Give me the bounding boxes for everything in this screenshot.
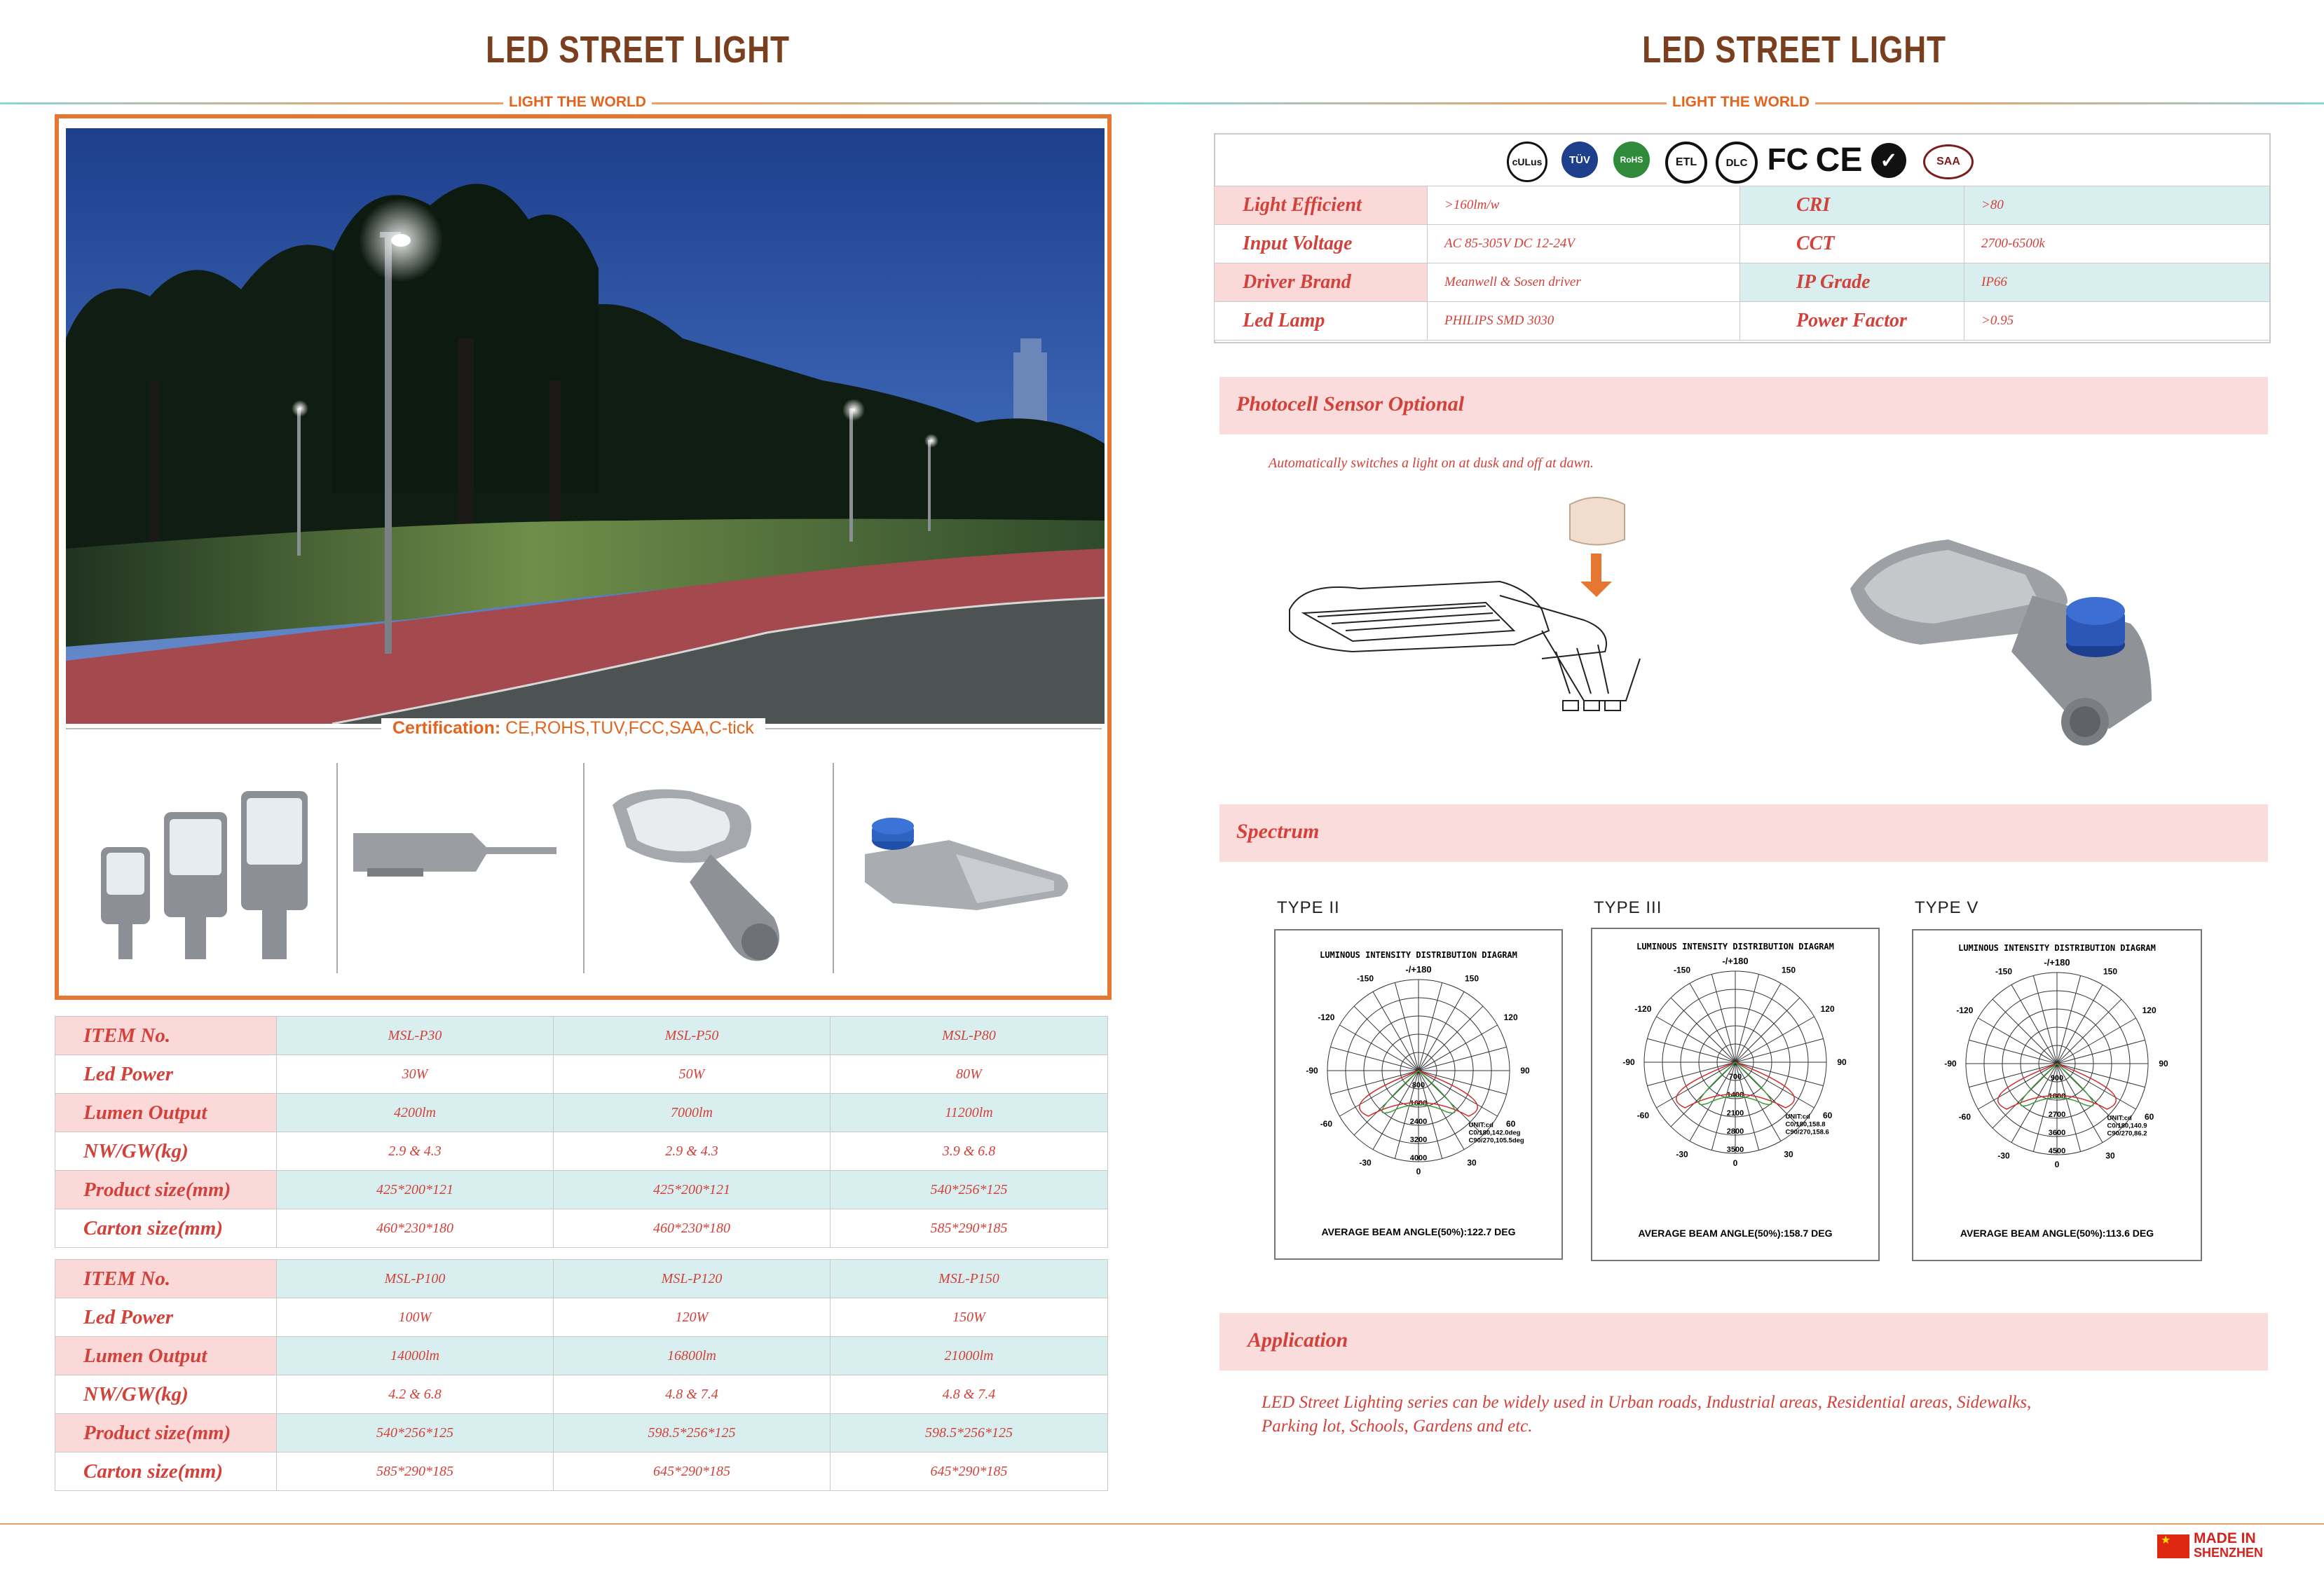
table-row-label: Carton size(mm): [55, 1209, 277, 1248]
table-row-label: ITEM No.: [55, 1017, 277, 1055]
polar-diagram-box: [1912, 929, 2202, 1261]
made-in-badge: [2194, 1532, 2263, 1560]
polar-angle-label: 120: [2142, 1005, 2156, 1015]
polar-angle-label: 30: [1467, 1158, 1477, 1168]
footer-rule: [0, 1523, 2324, 1525]
fcc-icon: FC: [1767, 142, 1809, 177]
polar-radial-label: 2700: [2048, 1111, 2066, 1119]
spec-label: Input Voltage: [1215, 225, 1428, 263]
table-row: [55, 1055, 1108, 1094]
thumb-divider: [583, 763, 585, 973]
polar-angle-label: 60: [1822, 1111, 1833, 1120]
polar-angle-label: -/+180: [2044, 959, 2070, 968]
polar-angle-label: 0: [1732, 1158, 1738, 1168]
polar-angle-label: -120: [1634, 1004, 1652, 1014]
table-cell: 598.5*256*125: [554, 1414, 831, 1452]
polar-diagram-box: [1274, 929, 1563, 1260]
right-page-title: LED STREET LIGHT: [1642, 29, 1946, 71]
table-cell: 80W: [831, 1055, 1108, 1094]
made-in-line: SHENZHEN: [2194, 1546, 2264, 1560]
table-cell: MSL-P100: [277, 1260, 554, 1298]
product-table-1: [55, 1016, 1108, 1248]
polar-legend-text: UNIT:cd: [1785, 1113, 1810, 1121]
table-cell: 100W: [277, 1298, 554, 1337]
polar-radial-label: 4500: [2048, 1147, 2066, 1155]
table-cell: 7000lm: [554, 1094, 831, 1132]
table-cell: 2.9 & 4.3: [277, 1132, 554, 1171]
table-cell: 4.8 & 7.4: [554, 1375, 831, 1414]
table-row-label: Product size(mm): [55, 1414, 277, 1452]
table-row: [55, 1375, 1108, 1414]
spec-value: Meanwell & Sosen driver: [1428, 263, 1740, 302]
spec-label: Light Efficient: [1215, 186, 1428, 225]
polar-radial-label: 2100: [1726, 1109, 1744, 1118]
polar-angle-label: 30: [2105, 1150, 2115, 1161]
table-row: [55, 1452, 1108, 1491]
polar-angle-label: 30: [1784, 1149, 1793, 1160]
polar-angle-label: -30: [1997, 1150, 2010, 1161]
polar-radial-label: 800: [1412, 1081, 1426, 1090]
polar-angle-label: 150: [2103, 966, 2118, 977]
certification-icons: [1507, 139, 1997, 181]
polar-plot: [1913, 959, 2201, 1218]
polar-radial-label: 3500: [1726, 1146, 1744, 1154]
table-cell: MSL-P80: [831, 1017, 1108, 1055]
polar-angle-label: -90: [1622, 1057, 1635, 1067]
left-page-title: LED STREET LIGHT: [486, 29, 790, 71]
spectrum-heading: Spectrum: [1236, 820, 1320, 843]
spectrum-section-header: [1219, 804, 2268, 862]
etl-icon: ETL: [1665, 142, 1707, 184]
spec-value: IP66: [1964, 263, 2270, 302]
application-text-line: Parking lot, Schools, Gardens and etc.: [1262, 1417, 1533, 1436]
table-cell: MSL-P50: [554, 1017, 831, 1055]
table-row: [55, 1171, 1108, 1209]
photocell-heading: Photocell Sensor Optional: [1236, 392, 1465, 415]
table-row: [55, 1414, 1108, 1452]
polar-angle-label: 60: [1505, 1119, 1516, 1129]
spec-label: Driver Brand: [1215, 263, 1428, 302]
spec-table: [1214, 186, 2270, 341]
rohs-icon: RoHS: [1613, 142, 1650, 178]
polar-angle-label: 150: [1464, 973, 1479, 984]
ce-icon: CE: [1815, 141, 1863, 179]
polar-angle-label: -150: [1995, 966, 2013, 977]
polar-angle-label: -/+180: [1405, 966, 1432, 975]
table-row: [55, 1132, 1108, 1171]
polar-legend-text: C0/180,142.0deg: [1468, 1129, 1521, 1137]
spec-value: PHILIPS SMD 3030: [1428, 302, 1740, 341]
tuv-icon: TÜV: [1561, 142, 1598, 178]
polar-plot: [1276, 966, 1561, 1225]
polar-radial-label: 4000: [1409, 1154, 1428, 1162]
spec-label: IP Grade: [1740, 263, 1964, 302]
spec-label: Power Factor: [1740, 302, 1964, 341]
polar-radial-label: 3600: [2048, 1129, 2066, 1137]
polar-angle-label: -30: [1676, 1149, 1688, 1160]
polar-legend-text: C90/270,158.6: [1785, 1128, 1829, 1136]
polar-legend-text: UNIT:cd: [2107, 1114, 2132, 1122]
table-cell: 585*290*185: [277, 1452, 554, 1491]
street-light-scene-photo: [66, 128, 1105, 724]
polar-diagram-title: LUMINOUS INTENSITY DISTRIBUTION DIAGRAM: [1320, 950, 1517, 960]
spec-value: AC 85-305V DC 12-24V: [1428, 225, 1740, 263]
certification-line: [381, 718, 765, 739]
polar-angle-label: 0: [1416, 1167, 1421, 1176]
photocell-view-thumbnail: [851, 798, 1082, 938]
photocell-section-header: [1219, 377, 2268, 434]
polar-diagram-caption: AVERAGE BEAM ANGLE(50%):122.7 DEG: [1321, 1226, 1516, 1237]
polar-angle-label: -150: [1356, 973, 1374, 984]
polar-plot: [1592, 957, 1878, 1216]
application-heading: Application: [1248, 1328, 1348, 1352]
table-cell: 4200lm: [277, 1094, 554, 1132]
polar-radial-label: 1800: [2048, 1092, 2066, 1101]
spectrum-type-label: TYPE III: [1594, 898, 1662, 917]
polar-legend-text: UNIT:cd: [1468, 1121, 1493, 1129]
china-flag-icon: ★: [2157, 1534, 2189, 1558]
table-cell: 21000lm: [831, 1337, 1108, 1375]
photocell-line-drawing: [1276, 490, 1668, 750]
table-row: [55, 1094, 1108, 1132]
table-row-label: NW/GW(kg): [55, 1132, 277, 1171]
polar-legend-text: C0/180,158.8: [1785, 1120, 1826, 1129]
application-text-line: LED Street Lighting series can be widely used in Urban roads, Industrial areas, Residential areas, Sidewalks,: [1262, 1393, 2032, 1412]
table-row-label: Lumen Output: [55, 1337, 277, 1375]
polar-diagram-box: [1591, 928, 1880, 1261]
right-page-subtitle: LIGHT THE WORLD: [1667, 94, 1815, 111]
polar-angle-label: -/+180: [1722, 957, 1749, 966]
table-row-label: Led Power: [55, 1298, 277, 1337]
spectrum-type-label: TYPE V: [1915, 898, 1979, 917]
left-page-subtitle: LIGHT THE WORLD: [503, 94, 652, 111]
polar-legend-text: C0/180,140.9: [2107, 1122, 2147, 1130]
saa-icon: SAA: [1923, 144, 1974, 179]
polar-angle-label: 90: [2159, 1059, 2168, 1069]
polar-diagram-caption: AVERAGE BEAM ANGLE(50%):113.6 DEG: [1960, 1228, 2154, 1239]
polar-legend-text: C90/270,86.2: [2107, 1129, 2147, 1138]
polar-legend-text: C90/270,105.5deg: [1468, 1136, 1524, 1145]
spec-value: >0.95: [1964, 302, 2270, 341]
polar-angle-label: -60: [1958, 1112, 1971, 1122]
table-cell: 16800lm: [554, 1337, 831, 1375]
spec-label: CCT: [1740, 225, 1964, 263]
polar-diagram-title: LUMINOUS INTENSITY DISTRIBUTION DIAGRAM: [1636, 942, 1834, 952]
table-row: [55, 1260, 1108, 1298]
table-row: [55, 1298, 1108, 1337]
polar-angle-label: -60: [1320, 1119, 1333, 1129]
table-cell: 425*200*121: [277, 1171, 554, 1209]
product-photo-frame: [55, 114, 1112, 1000]
polar-radial-label: 900: [2050, 1074, 2064, 1083]
table-cell: 4.2 & 6.8: [277, 1375, 554, 1414]
polar-radial-label: 1600: [1409, 1099, 1428, 1108]
table-cell: 14000lm: [277, 1337, 554, 1375]
table-cell: 4.8 & 7.4: [831, 1375, 1108, 1414]
spectrum-type-label: TYPE II: [1277, 898, 1340, 917]
polar-angle-label: 120: [1820, 1004, 1835, 1014]
polar-angle-label: 0: [2054, 1160, 2060, 1169]
table-cell: MSL-P120: [554, 1260, 831, 1298]
product-table-2: [55, 1259, 1108, 1491]
polar-angle-label: -120: [1956, 1005, 1974, 1015]
table-cell: 460*230*180: [277, 1209, 554, 1248]
polar-radial-label: 1400: [1726, 1091, 1744, 1099]
polar-angle-label: 150: [1781, 965, 1796, 975]
table-row: [55, 1209, 1108, 1248]
certification-label: Certification:: [392, 718, 501, 738]
table-row: [1215, 186, 2270, 225]
table-row-label: Led Power: [55, 1055, 277, 1094]
table-row-label: Lumen Output: [55, 1094, 277, 1132]
cul-us-listed-icon: cULus: [1507, 142, 1547, 182]
table-cell: 540*256*125: [831, 1171, 1108, 1209]
table-row: [1215, 263, 2270, 302]
polar-angle-label: -60: [1636, 1111, 1650, 1120]
polar-angle-label: -150: [1673, 965, 1691, 975]
table-cell: 645*290*185: [831, 1452, 1108, 1491]
polar-angle-label: -120: [1318, 1012, 1335, 1022]
certification-value: CE,ROHS,TUV,FCC,SAA,C-tick: [500, 718, 754, 738]
polar-radial-label: 3200: [1409, 1136, 1428, 1144]
side-view-thumbnail: [353, 819, 563, 910]
polar-angle-label: 90: [1837, 1057, 1847, 1067]
table-cell: 2.9 & 4.3: [554, 1132, 831, 1171]
polar-angle-label: 90: [1520, 1066, 1530, 1076]
polar-radial-label: 2800: [1726, 1127, 1744, 1136]
c-tick-icon: ✓: [1871, 143, 1906, 178]
polar-diagram-caption: AVERAGE BEAM ANGLE(50%):158.7 DEG: [1638, 1228, 1833, 1239]
polar-radial-label: 700: [1728, 1073, 1742, 1081]
table-cell: 50W: [554, 1055, 831, 1094]
table-row: [55, 1337, 1108, 1375]
thumb-divider: [336, 763, 338, 973]
table-row: [55, 1017, 1108, 1055]
polar-angle-label: 60: [2144, 1112, 2154, 1122]
table-cell: 585*290*185: [831, 1209, 1108, 1248]
photocell-product-render: [1836, 518, 2173, 757]
application-section-header: [1219, 1313, 2268, 1371]
table-cell: 598.5*256*125: [831, 1414, 1108, 1452]
table-row: [1215, 302, 2270, 341]
polar-angle-label: -30: [1359, 1158, 1372, 1168]
table-row-label: NW/GW(kg): [55, 1375, 277, 1414]
polar-angle-label: 120: [1503, 1012, 1518, 1022]
table-row: [1215, 225, 2270, 263]
table-cell: 120W: [554, 1298, 831, 1337]
dlc-icon: DLC: [1716, 142, 1758, 184]
polar-angle-label: -90: [1944, 1059, 1957, 1069]
table-row-label: Product size(mm): [55, 1171, 277, 1209]
table-cell: 11200lm: [831, 1094, 1108, 1132]
spec-label: CRI: [1740, 186, 1964, 225]
table-cell: 150W: [831, 1298, 1108, 1337]
table-cell: 460*230*180: [554, 1209, 831, 1248]
spec-value: 2700-6500k: [1964, 225, 2270, 263]
table-row-label: Carton size(mm): [55, 1452, 277, 1491]
spec-value: >80: [1964, 186, 2270, 225]
thumb-divider: [833, 763, 834, 973]
table-cell: 645*290*185: [554, 1452, 831, 1491]
table-cell: 30W: [277, 1055, 554, 1094]
spec-value: >160lm/w: [1428, 186, 1740, 225]
polar-radial-label: 2400: [1409, 1118, 1428, 1126]
polar-angle-label: -90: [1306, 1066, 1318, 1076]
table-cell: MSL-P30: [277, 1017, 554, 1055]
table-cell: 3.9 & 6.8: [831, 1132, 1108, 1171]
spec-label: Led Lamp: [1215, 302, 1428, 341]
table-row-label: ITEM No.: [55, 1260, 277, 1298]
photocell-description: Automatically switches a light on at dusk and off at dawn.: [1269, 455, 1594, 471]
table-cell: 540*256*125: [277, 1414, 554, 1452]
table-cell: 425*200*121: [554, 1171, 831, 1209]
made-in-line: MADE IN: [2194, 1530, 2256, 1546]
polar-diagram-title: LUMINOUS INTENSITY DISTRIBUTION DIAGRAM: [1958, 943, 2156, 953]
product-range-thumbnail: [87, 770, 311, 966]
angled-view-thumbnail: [606, 777, 816, 973]
table-cell: MSL-P150: [831, 1260, 1108, 1298]
